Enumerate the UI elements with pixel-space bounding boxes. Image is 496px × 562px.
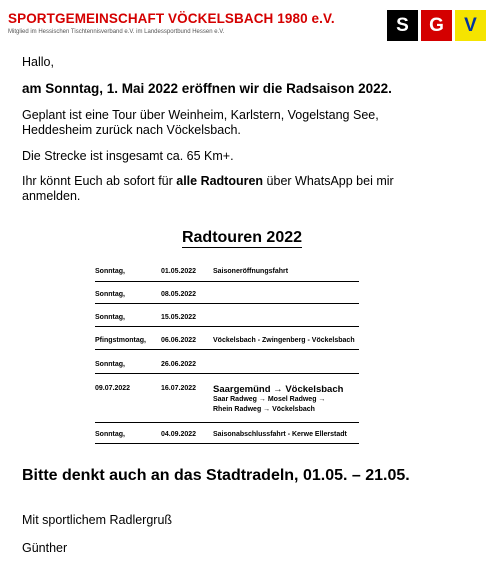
tour-date: 15.05.2022 <box>161 314 197 321</box>
signup-text-post: über WhatsApp bei mir <box>263 174 394 188</box>
tour-desc: Saisonabschlussfahrt - Kerwe Ellerstadt <box>213 431 347 438</box>
tour-day: Sonntag, <box>95 314 125 321</box>
route-line-2: Heddesheim zurück nach Vöckelsbach. <box>22 123 241 137</box>
closing: Mit sportlichem Radlergruß <box>22 513 173 527</box>
tour-subroute-2: Rhein Radweg → Vöckelsbach <box>213 406 315 413</box>
tour-day: Sonntag, <box>95 268 125 275</box>
tour-day: Pfingstmontag, <box>95 337 146 344</box>
tour-desc: Vöckelsbach - Zwingenberg - Vöckelsbach <box>213 337 355 344</box>
tour-date: 01.05.2022 <box>161 268 197 275</box>
tour-subroute-1: Saar Radweg → Mosel Radweg → <box>213 396 326 403</box>
tour-date: 06.06.2022 <box>161 337 197 344</box>
signup-line-2: anmelden. <box>22 189 81 203</box>
tour-row <box>95 314 359 327</box>
tour-day: Sonntag, <box>95 431 125 438</box>
tour-day: Sonntag, <box>95 291 125 298</box>
stadtradeln-reminder: Bitte denkt auch an das Stadtradeln, 01.05. – 21.05. <box>22 467 410 484</box>
club-membership-note: Mitglied im Hessischen Tischtennisverband e.V. im Landessportbund Hessen e.V. <box>8 29 225 35</box>
greeting: Hallo, <box>22 55 54 69</box>
logo-letter-g: G <box>421 10 452 41</box>
tour-date: 26.06.2022 <box>161 361 197 368</box>
route-line-1: Geplant ist eine Tour über Weinheim, Karlstern, Vogelstang See, <box>22 108 379 122</box>
tour-date: 16.07.2022 <box>161 385 197 392</box>
club-name: SPORTGEMEINSCHAFT VÖCKELSBACH 1980 e.V. <box>8 11 335 26</box>
letterhead <box>8 9 488 45</box>
tour-desc: Saargemünd → Vöckelsbach <box>213 384 344 395</box>
tours-title-text: Radtouren 2022 <box>181 229 303 246</box>
tour-row <box>95 431 359 444</box>
tour-date: 08.05.2022 <box>161 291 197 298</box>
distance: Die Strecke ist insgesamt ca. 65 Km+. <box>22 149 234 163</box>
tour-row <box>95 268 359 282</box>
tour-desc: Saisoneröffnungsfahrt <box>213 268 289 275</box>
tour-row <box>95 361 359 374</box>
tour-row <box>95 291 359 304</box>
signup-line-1 <box>22 174 394 189</box>
tours-title <box>0 229 496 248</box>
sgv-logo <box>387 10 486 41</box>
tour-desc-block <box>213 384 343 415</box>
tour-date: 04.09.2022 <box>161 431 197 438</box>
signature: Günther <box>22 541 68 555</box>
signup-text-pre: Ihr könnt Euch ab sofort für <box>22 174 177 188</box>
tour-day: 09.07.2022 <box>95 385 131 392</box>
signup-text-bold: alle Radtouren <box>176 174 264 188</box>
tour-day: Sonntag, <box>95 361 125 368</box>
tour-row <box>95 384 359 423</box>
headline: am Sonntag, 1. Mai 2022 eröffnen wir die Radsaison 2022. <box>22 81 392 96</box>
logo-letter-v: V <box>455 10 486 41</box>
logo-letter-s: S <box>387 10 418 41</box>
tour-row <box>95 337 359 350</box>
